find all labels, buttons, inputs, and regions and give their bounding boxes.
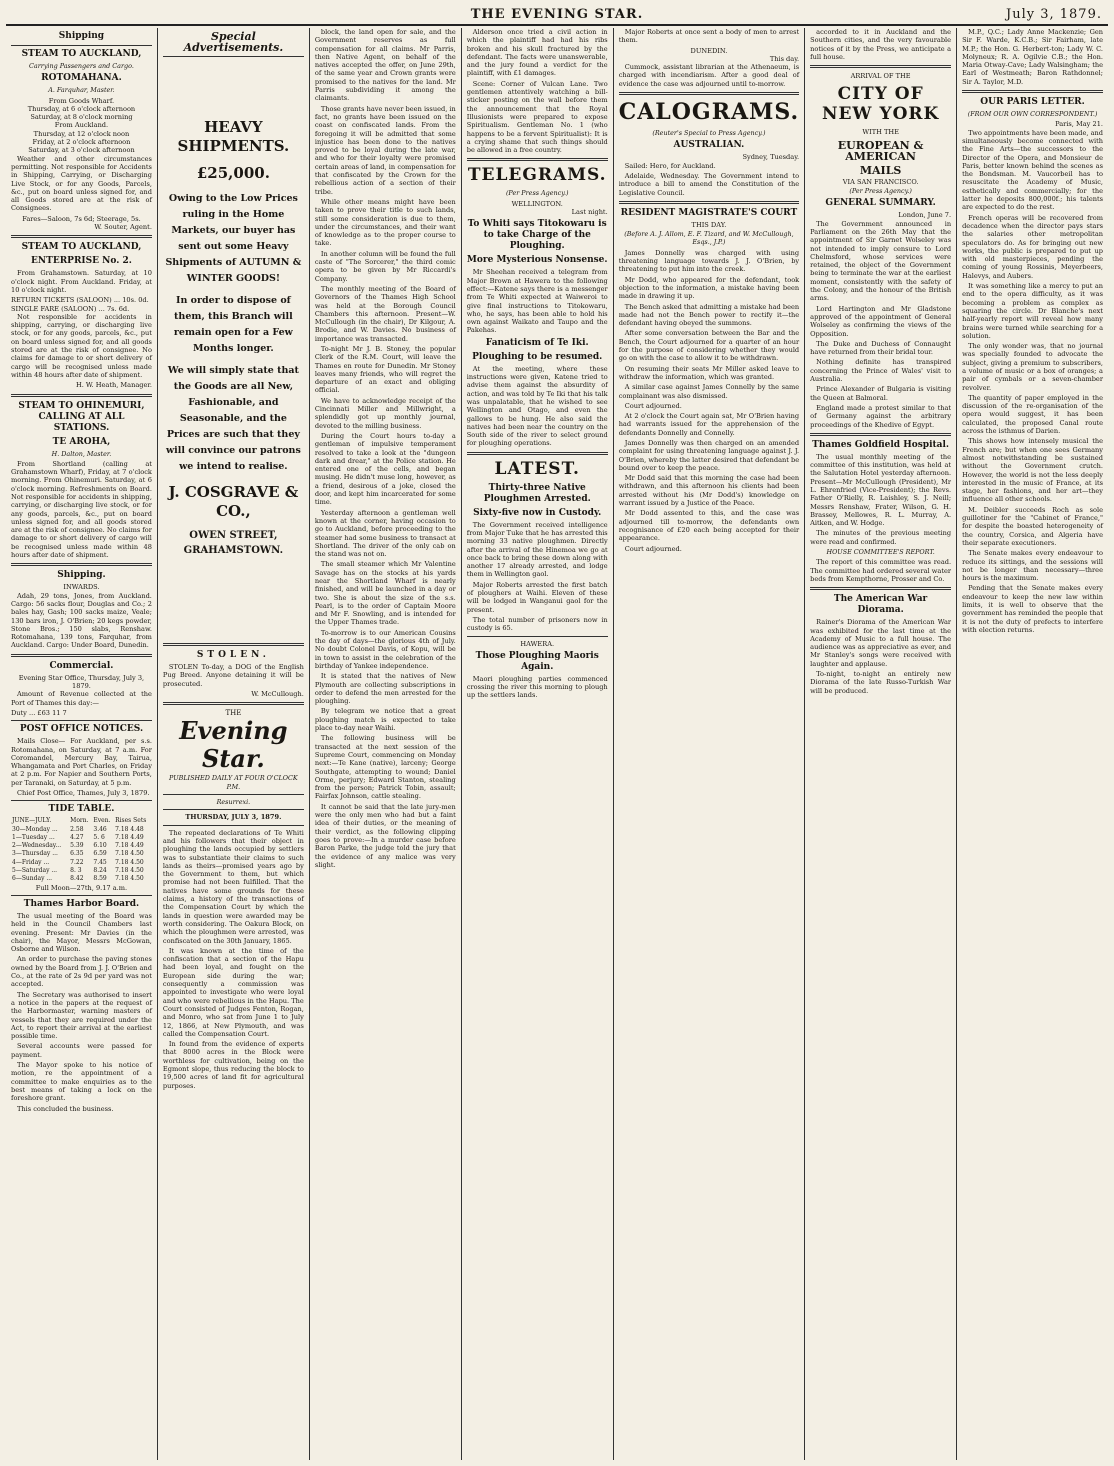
general-summary-heading: GENERAL SUMMARY. <box>825 198 936 209</box>
thames-hospital-heading: Thames Goldfield Hospital. <box>812 439 950 450</box>
schedule-line: Saturday, at 8 o'clock morning <box>30 113 133 122</box>
ship-enterprise: ENTERPRISE No. 2. <box>31 256 132 267</box>
per-press-2: (Per Press Agency.) <box>849 187 912 196</box>
star-office-line: Evening Star Office, Thursday, July 3, 1879. <box>18 673 145 691</box>
paris-dateline: Paris, May 21. <box>1055 120 1103 129</box>
duty-line: Duty ... £63 11 7 <box>11 708 67 717</box>
tide-col-header: Rises Sets <box>115 817 147 825</box>
steam-ohinemuri-heading: STEAM TO OHINEMURI, CALLING AT ALL STATIONS. <box>18 400 145 433</box>
from-auckland: From Auckland. <box>54 121 109 130</box>
thirty-three-heading: Thirty-three Native Ploughmen Arrested. <box>483 482 591 504</box>
column-3: block, the land open for sale, and the Government reserves as full compensation for all claims. Mr Parris, then Native Agent, on behalf of the natives accepted the offer, on June 29th, of the same year and Crown grants were promised to the natives for the land. Mr Parris subdividing it among the claimants. Those grants have never been issued, in fact, no grants have been issued on the coast on confiscated lands. From the foregoing it will be admitted that some injustice has been done to the natives proved to be loyal during the late war, and who for their loyalty were promised certain areas of land, in compensation for that confiscated by the Crown for the rebellious action of a section of their tribe. While other means might have been taken to prove their title to such lands, still some consideration is due to them, under the circumstances, and their want of knowledge as to the proper course to take. In another column will be found the full caste of "The Sorcerer," the third comic opera to be given by Mr Riccardi's Company. The monthly meeting of the Board of Governors of the Thames High School was held at the Borough Council Chambers this afternoon. Present—W. McCullough (in the chair), Dr Kilgour, A. Brodie, and W. Davies. No business of importance was transacted. To-night Mr J. B. Stoney, the popular Clerk of the R.M. Court, will leave the Thames en route for Dunedin. Mr Stoney leaves many friends, who will regret the departure of an exact and obliging official. We have to acknowledge receipt of the Cincinnati Miller and Millwright, a splendidly got up monthly journal, devoted to the milling business. During the Court hours to-day a gentleman of impulsive temperament resolved to take a look at the "dungeon dark and drear," at the Police station. He entered one of the cells, and began musing. He didn't muse long, however, as a friend, desirous of a joke, closed the door, and kept him incarcerated for some time. Yesterday afternoon a gentleman well known at the corner, having occasion to go to Auckland, before proceeding to the steamer had some business to transact at Shortland. The driver of the only cab on the stand was not on. The small steamer which Mr Valentine Savage has on the stocks at his yards near the Shortland Wharf is nearly finished, and will be launched in a day or two. She is about the size of the s.s. Pearl, is to the order of Captain Moore and Mr F. Snowling, and is intended for the Upper Thames trade. To-morrow is to our American Cousins the day of days—the glorious 4th of July. No doubt Colonel Davis, of Kopu, will be in town to assist in the celebration of the birthday of Yankee independence. It is stated that the natives of New Plymouth are collecting subscriptions in order to defend the men arrested for the ploughing. By telegram we notice that a great ploughing match is expected to take place to-day near Waihi. The following business will be transacted at the next session of the Supreme Court, commencing on Monday next:—Te Kane (native), larceny; George Southgate, attempting to wound; Daniel Orme, perjury; Edward Stanton, stealing from the person; Patrick Tobin, assault; Fairfax Johnson, cattle stealing. It cannot be said that the late jury-men were the only men who had but a faint idea of their duties, or the meaning of their verdict, as the following clipping goes to prove:—In a murder case before Baron Parke, the judge told the jury that the evidence of any malice was very slight. <box>310 28 462 1460</box>
masthead-the: THE <box>225 709 242 718</box>
tide-table-heading: TIDE TABLE. <box>48 804 115 815</box>
tide-col-header: Morn. <box>70 817 89 825</box>
this-day-2: THIS DAY. <box>691 220 727 229</box>
schedule-line: Thursday, at 6 o'clock afternoon <box>27 104 136 113</box>
tide-row: 6—Sunday ... 8.42 8.59 7.18 4.50 <box>12 875 144 883</box>
city-of-new-york-heading: CITY OF NEW YORK <box>821 84 940 125</box>
columns <box>6 28 1108 1460</box>
ploughing-maoris-heading: Those Ploughing Maoris Again. <box>475 650 599 672</box>
paris-letter-heading: OUR PARIS LETTER. <box>980 97 1085 108</box>
thames-harbor-board-heading: Thames Harbor Board. <box>23 898 140 909</box>
issue-date: July 3, 1879. <box>1006 7 1102 22</box>
special-ads-heading: Special Advertisements. <box>183 30 284 54</box>
last-night: Last night. <box>571 208 608 217</box>
arrival-line: ARRIVAL OF THE <box>850 72 911 81</box>
evening-star-masthead: Evening Star. <box>179 716 288 774</box>
tide-row: 3—Thursday ... 6.35 6.59 7.18 4.50 <box>12 850 144 858</box>
heavy-shipments-heading: HEAVY SHIPMENTS. <box>177 118 290 155</box>
column-7: M.P., Q.C.; Lady Anne Mackenzie; Gen Sir F. Warde, K.C.B.; Sir Fairham, late M.P.; the Hon. G. Herbert-ton; Lady W. C. Molyneux; R. A. Ogilvie C.B.; the Hon. Maria Otway-Cave; Lady Walsingham; the Earl of Westmeath; Baron Rathdonnel; Sir A. Taylor, M.D. OUR PARIS LETTER. (FROM OUR OWN CORRESPONDENT.) Paris, May 21. Two appointments have been made, and simultaneously become connected with the Fine Arts—the successors to the Director of the Opera, and Monsieur de Paris, better known behind the scenes as the Bondsman. M. Vaucorbeil has to resuscitate the Academy of Music, esthetically and commercially; for the latter he deposits 800,000f.; his talents are expected to do the rest. French operas will be recovered from decadence when the director pays stars the salaries other metropolitan speculators do. As for bringing out new works, the public is prepared to put up with old masterpieces, pending the coming of young Rossinis, Meyerbeers, Halevys, and Aubers. It was something like a mercy to put an end to the opera difficulty, as it was becoming a problem as complex as squaring the circle. Dr Blanche's next half-yearly report will reveal how many brains were turned while searching for a solution. The only wonder was, that no journal was specially founded to advocate the subject, giving a premium to subscribers, a volume of music or a box of oranges; a pair of cymbals or a seven-chamber revolver. The quantity of paper employed in the discussion of the re-organisation of the opera would suggest, it has been calculated, the proposed Canal route across the isthmus of Darien. This shows how intensely musical the French are; but when one sees Germany almost notwithstanding be sustained without the Government crutch. However, the world is not the less deeply interested in the music of France, at its stage, her fashions, and her art—they influence all other schools. M. Deibler succeeds Roch as sole guillotiner for the "Cabinet of France," for despite the boasted heterogeneity of the country, Corsica, and Algeria have their separate executioners. The Senate makes every endeavour to reduce its sittings, and the sessions will not be longer than necessary—three hours is the maximum. Pending that the Senate makes every endeavour to keep the new law within limits, it is well to observe that the government has reminded the people that it is not the duty of prefects to interfere with election returns. <box>962 28 1103 634</box>
published-line: PUBLISHED DAILY AT FOUR O'CLOCK P.M. <box>169 774 298 791</box>
column-2: Special Advertisements. HEAVY SHIPMENTS. £25,000. Owing to the Low Prices ruling in the Home Markets, our buyer has sent out some Heavy Shipments of AUTUMN & WINTER GOODS! In order to dispose of them, this Branch will remain open for a Few Months longer. We will simply state that the Goods are all New, Fashionable, and Seasonable, and the Prices are such that they will convince our patrons we intend to realise. J. COSGRAVE & CO., OWEN STREET, GRAHAMSTOWN. STOLEN. STOLEN To-day, a DOG of the English Pug Breed. Anyone detaining it will be prosecuted. W. McCullough. THE Evening Star. PUBLISHED DAILY AT FOUR O'CLOCK P.M. Resurrexi. THURSDAY, JULY 3, 1879. The repeated declarations of Te Whiti and his followers that their object in ploughing the lands occupied by settlers was to substantiate their claims to such lands as theirs—promised years ago by the Government to them, but which promise had not been fulfilled. That the natives have some grounds for these claims, a history of the transactions of the Compensation Court by which the lands in question were awarded may be worth considering. The Oakura Block, on which the ploughmen were arrested, was confiscated on the 30th January, 1865. It was known at the time of the confiscation that a section of the Hapu had been loyal, and fought on the European side during the war; consequently a commission was appointed to investigate who were loyal and who were rebellious in the Hapu. The Court consisted of Judges Fenton, Rogan, and Monro, who sat from June 1 to July 12, 1866, at New Plymouth, and was called the Compensation Court. In found from the evidence of experts that 8000 acres in the Block were worthless for cultivation, being on the Egmont slope, thus reducing the block to 19,500 acres of land fit for agricultural purposes. <box>158 28 310 1460</box>
ship-te-aroha: TE AROHA, <box>52 436 111 447</box>
ploughing-resumed-heading: Ploughing to be resumed. <box>472 351 603 362</box>
stolen-notice: STOLEN To-day, a DOG of the English Pug Breed. Anyone detaining it will be prosecuted. <box>162 663 304 688</box>
telegrams-heading: TELEGRAMS. <box>467 165 607 186</box>
commercial-heading: Commercial. <box>49 660 114 671</box>
london-dateline: London, June 7. <box>898 211 952 220</box>
from-goods: From Goods Wharf. <box>48 96 115 105</box>
steam-auckland-heading-2: STEAM TO AUCKLAND, <box>21 242 142 253</box>
leader-date: THURSDAY, JULY 3, 1879. <box>185 813 282 822</box>
diorama-heading: The American War Diorama. <box>833 594 928 616</box>
schedule-line: Friday, at 2 o'clock afternoon <box>32 138 131 147</box>
advertiser-name: J. COSGRAVE & CO., <box>168 483 299 520</box>
inwards-heading: INWARDS. <box>63 583 100 592</box>
schedule-line: Thursday, at 12 o'clock noon <box>33 129 130 138</box>
resident-magistrate-heading: RESIDENT MAGISTRATE'S COURT <box>620 207 798 218</box>
per-press: (Per Press Agency.) <box>505 189 569 198</box>
via-san-francisco: VIA SAN FRANCISCO. <box>842 177 919 186</box>
newspaper-title: THE EVENING STAR. <box>470 7 644 22</box>
advertiser-town: GRAHAMSTOWN. <box>183 545 284 556</box>
tide-row: 4—Friday ... 7.22 7.45 7.18 4.50 <box>12 858 144 866</box>
schedule-line: Saturday, at 3 o'clock afternoon <box>28 146 135 155</box>
before-line: (Before A. J. Allom, E. F. Tizard, and W. McCullough, Esqs., J.P.) <box>624 230 794 247</box>
tide-row: 30—Monday ... 2.58 3.46 7.18 4.48 <box>12 825 144 833</box>
mysterious-nonsense-heading: More Mysterious Nonsense. <box>466 255 608 266</box>
column-1: Shipping STEAM TO AUCKLAND, Carrying Passengers and Cargo. ROTOMAHANA. A. Farquhar, Master. From Goods Wharf. Thursday, at 6 o'clock afternoon Saturday, at 8 o'clock morning From Auckland. Thursday, at 12 o'clock noon Friday, at 2 o'clock afternoon Saturday, at 3 o'clock afternoon Weather and other circumstances permitting. Not responsible for Accidents in Shipping, Carrying, or Discharging Live Stock, or for any Goods, Parcels, &c., put on board unless signed for, and all Goods stored are at the risk of Consignees. Fares—Saloon, 7s 6d; Steerage, 5s. W. Souter, Agent. STEAM TO AUCKLAND, ENTERPRISE No. 2. From Grahamstown. Saturday, at 10 o'clock night. From Auckland. Friday, at 10 o'clock night. RETURN TICKETS (SALOON) ... 10s. 0d. SINGLE FARE (SALOON) ... 7s. 6d. Not responsible for accidents in shipping, carrying, or discharging live stock, or for any goods, parcels, &c., put on board unless signed for, and all goods stored are at the risk of consignee. No claims for damage to or short delivery of cargo will be recognised unless made within 48 hours after date of shipment. H. W. Heath, Manager. STEAM TO OHINEMURI, CALLING AT ALL STATIONS. TE AROHA, H. Dalton, Master. From Shortland (calling at Grahamstown Wharf), Friday, at 7 o'clock morning. From Ohinemuri. Saturday, at 6 o'clock morning. Refreshments on Board. Not responsible for accidents in shipping, carrying, or discharging live stock, or for any goods, parcels, &c., put on board unless signed for, and all goods stored are at the risk of consignee. No claims for damage to or short delivery of cargo will be recognised unless made within 48 hours after date of shipment. Shipping. INWARDS. Adah, 29 tons, Jones, from Auckland. Cargo: 56 sacks flour, Douglas and Co.; 2 bales hay, Gash; 100 sacks maize, Veale; 130 bars iron, J. O'Brien; 20 kegs powder, Stone Bros.; 150 slabs, Renshaw. Rotomahana, 139 tons, Farquhar, from Auckland. Cargo: Under Board, Dunedin. Commercial. Evening Star Office, Thursday, July 3, 1879. Amount of Revenue collected at the Port of Thames this day:— Duty ... £63 11 7 POST OFFICE NOTICES. Mails Close— For Auckland, per s.s. Rotomahana, on Saturday, at 7 a.m. For Coromandel, Mercury Bay, Tairua, Whangamata and Port Charles, on Friday at 2 p.m. For Napier and Southern Ports, per Taranaki, on Saturday, at 5 p.m. Chief Post Office, Thames, July 3, 1879. TIDE TABLE. JUNE—JULY. Morn. Even. Rises Sets 30—Monday ... 2.58 3.46 7.18 4.48 1—Tuesday ... 4.27 5. 6 7.18 4.49 2—Wednesday... 5.39 6.10 7.18 4.49 3—Thursday ... 6.35 6.59 7.18 4.50 4—Friday ... 7.22 7.45 7.18 4.50 5—Saturday ... 8. 3 8.24 7.18 4.50 6—Sunday ... 8.42 8.59 7.18 4.50 Full Moon—27th, 9.17 a.m. Thames Harbor Board. The usual meeting of the Board was held in the Council Chambers last evening. Present: Mr Davies (in the chair), the Mayor, Messrs McGowan, Osborne and Wilson. An order to purchase the paving stones owned by the Board from J. J. O'Brien and Co., at the rate of 2s 9d per yard was not accepted. The Secretary was authorised to insert a notice in the papers at the request of the Harbormaster, warning masters of vessels that they are required under the Act, to report their arrival at the earliest possible time. Several accounts were passed for payment. The Mayor spoke to his notice of motion, re the appointment of a committee to make enquiries as to the best means of taking a lock on the foreshore grant. This concluded the business. <box>6 28 158 1460</box>
latest-heading: LATEST. <box>494 458 580 479</box>
mails-heading: MAILS <box>859 163 902 177</box>
sixty-five-heading: Sixty-five now in Custody. <box>473 507 602 518</box>
masthead <box>6 6 1108 26</box>
titokowaru-heading: To Whiti says Titokowaru is to take Charge of the Ploughing. <box>467 219 607 252</box>
column-6: accorded to it in Auckland and the Southern cities, and the very favourable notices of it by the Press, we anticipate a full house. ARRIVAL OF THE CITY OF NEW YORK WITH THE EUROPEAN & AMERICAN MAILS VIA SAN FRANCISCO. (Per Press Agency.) GENERAL SUMMARY. London, June 7. The Government announced in Parliament on the 26th May that the appointment of Sir Garnet Wolseley was not intended to imply censure to Lord Chelmsford, whose services were retained, the object of the Government being to terminate the war at the earliest moment, consistently with the safety of the Colony, and the honour of the British arms. Lord Hartington and Mr Gladstone approved of the appointment of General Wolseley as confirming the views of the Opposition. The Duke and Duchess of Connaught have returned from their bridal tour. Nothing definite has transpired concerning the Prince of Wales' visit to Australia. Prince Alexander of Bulgaria is visiting the Queen at Balmoral. England made a protest similar to that of Germany against the arbitrary proceedings of the Khedive of Egypt. Thames Goldfield Hospital. The usual monthly meeting of the committee of this institution, was held at the Salutation Hotel yesterday afternoon. Present—Mr McCullough (President), Mr L. Ehrenfried (Vice-President); the Revs. Father O'Rielly, R. Laishley, S. J. Neill; Messrs Renshaw, Frater, Wilson, G. H. Brassey, Mellowes, R. L. Murray, A. Aitken, and W. Hodge. The minutes of the previous meeting were read and confirmed. HOUSE COMMITTEE'S REPORT. The report of this committee was read. The committee had ordered several water beds from Kempthorne, Prosser and Co. The American War Diorama. Rainer's Diorama of the American War was exhibited for the last time at the Academy of Music to a full house. The audience was as appreciative as ever, and Mr Stanley's songs were received with laughter and applause. To-night, to-night an entirely new Diorama of the late Russo-Turkish War will be produced. <box>805 28 957 1460</box>
tide-col-header: Even. <box>93 817 111 825</box>
advertiser-street: OWEN STREET, <box>189 530 278 541</box>
column-5: Major Roberts at once sent a body of men to arrest them. DUNEDIN. This day. Cummock, assistant librarian at the Athenaeum, is charged with incendiarism. After a good deal of evidence the case was adjourned until to-morrow. CALOGRAMS. (Reuter's Special to Press Agency.) AUSTRALIAN. Sydney, Tuesday. Sailed: Hero, for Auckland. Adelaide, Wednesday. The Government intend to introduce a bill to amend the Constitution of the Legislative Council. RESIDENT MAGISTRATE'S COURT THIS DAY. (Before A. J. Allom, E. F. Tizard, and W. McCullough, Esqs., J.P.) James Donnelly was charged with using threatening language towards J. J. O'Brien, by threatening to put him into the creek. Mr Dodd, who appeared for the defendant, took objection to the information, a mistake having been made in drawing it up. The Bench asked that admitting a mistake had been made had not the Bench power to rectify it—the defendant having obeyed the summons. After some conversation between the Bar and the Bench, the Court adjourned for a quarter of an hour for the purpose of considering whether they would go on with the case to allow it to be withdrawn. On resuming their seats Mr Miller asked leave to withdraw the information, which was granted. A similar case against James Connelly by the same complainant was also dismissed. Court adjourned. At 2 o'clock the Court again sat, Mr O'Brien having had warrants issued for the apprehension of the defendants Donnelly and Connelly. James Donnelly was then charged on an amended complaint for using threatening language against J. J. O'Brien, whereby the latter desired that defendant be bound over to keep the peace. Mr Dodd said that this morning the case had been withdrawn, and this afternoon his clients had been arrested without his (Mr Dodd's) knowledge on warrant issued by a Justice of the Peace. Mr Dodd assented to this, and the case was adjourned till to-morrow, the defendants own recognisance of £20 each being accepted for their appearance. Court adjourned. <box>614 28 805 1460</box>
steam-auckland-heading: STEAM TO AUCKLAND, <box>21 49 142 59</box>
motto: Resurrexi. <box>216 798 251 807</box>
sydney-dateline: Sydney, Tuesday. <box>742 153 800 162</box>
ad-realise-text: We will simply state that the Goods are all New, Fashionable, and Seasonable, and the Prices are such that they will convince our patrons we intend to realise. <box>165 365 301 472</box>
stolen-signature: W. McCullough. <box>251 689 304 698</box>
manager-name: H. W. Heath, Manager. <box>75 381 152 390</box>
tide-col-header: JUNE—JULY. <box>12 817 52 825</box>
hawera-heading: HAWERA. <box>520 639 555 648</box>
house-committee-label: HOUSE COMMITTEE'S REPORT. <box>826 548 935 557</box>
amount-heading: £25,000. <box>196 164 270 182</box>
reuter-line: (Reuter's Special to Press Agency.) <box>652 129 766 138</box>
ship-rotomahana: ROTOMAHANA. <box>41 73 122 84</box>
dunedin-heading: DUNEDIN. <box>690 46 728 55</box>
calograms-heading: CALOGRAMS. <box>618 99 800 126</box>
wellington-heading: WELLINGTON. <box>511 199 563 208</box>
single-fare: SINGLE FARE (SALOON) ... 7s. 6d. <box>11 304 130 313</box>
ship-master: A. Farquhar, Master. <box>48 86 115 95</box>
ad-dispose-text: In order to dispose of them, this Branch will remain open for a Few Months longer. <box>173 295 293 354</box>
ad-owing-text: Owing to the Low Prices ruling in the Home Markets, our buyer has sent out some Heavy Shipments of AUTUMN & WINTER GOODS! <box>165 193 302 284</box>
fares: Fares—Saloon, 7s 6d; Steerage, 5s. <box>22 214 141 223</box>
steam-auckland-sub: Carrying Passengers and Cargo. <box>29 62 134 70</box>
australian-heading: AUSTRALIAN. <box>673 140 745 151</box>
tide-row: 2—Wednesday... 5.39 6.10 7.18 4.49 <box>12 842 144 850</box>
stolen-heading: STOLEN. <box>196 650 270 660</box>
ship-master: H. Dalton, Master. <box>51 449 112 458</box>
shipping-heading-2: Shipping. <box>57 570 106 581</box>
full-moon: Full Moon—27th, 9.17 a.m. <box>35 883 128 892</box>
tide-row: 1—Tuesday ... 4.27 5. 6 7.18 4.49 <box>12 833 144 841</box>
european-american-heading: EUROPEAN & AMERICAN <box>837 138 924 163</box>
with-the: WITH THE <box>862 128 899 137</box>
own-correspondent: (FROM OUR OWN CORRESPONDENT.) <box>967 110 1098 119</box>
return-tickets: RETURN TICKETS (SALOON) ... 10s. 0d. <box>11 296 149 305</box>
shipping-heading: Shipping <box>58 31 105 41</box>
column-4: Alderson once tried a civil action in which the plaintiff had had his ribs broken and his skull fractured by the defendant. The facts were unanswerable, and the jury found a verdict for the plaintiff, with £1 damages. Scene: Corner of Vulcan Lane. Two gentlemen attentively watching a bill-sticker posting on the wall before them the announcement that the Royal Illusionists were prepared to expose Spiritualism. Gentleman No. 1 (who happens to be a fervent Spiritualist): It is a crying shame that such things should be allowed in a free country. TELEGRAMS. (Per Press Agency.) WELLINGTON. Last night. To Whiti says Titokowaru is to take Charge of the Ploughing. More Mysterious Nonsense. Mr Sheehan received a telegram from Major Brown at Hawera to the following effect:—Katene says there is a messenger from Te Whiti expected at Waiweroi to give final instructions to Titokowaru, who, he says, has been able to hold his own against Waikato and Taupo and the Pakehas. Fanaticism of Te Iki. Ploughing to be resumed. At the meeting, where these instructions were given, Katene tried to advise them against the absurdity of action, and was told by Te Iki that his talk was unpalatable, that he wished to see Wellington and Otago, and even the gallows to be hung. He also said the natives had been near the country on the South side of the river to select ground for ploughing operations. LATEST. Thirty-three Native Ploughmen Arrested. Sixty-five now in Custody. The Government received intelligence from Major Tuke that he has arrested this morning 33 native ploughmen. Directly after the arrival of the Hinemoa we go at once back to bring these down along with another 17 already arrested, and lodge them in Wellington gaol. Major Roberts arrested the first batch of ploughers at Waihi. Eleven of these will be lodged in Wanganui gaol for the present. The total number of prisoners now in custody is 65. HAWERA. Those Ploughing Maoris Again. Maori ploughing parties commenced crossing the river this morning to plough up the settlers lands. <box>462 28 614 1460</box>
fanaticism-heading: Fanaticism of Te Iki. <box>485 337 589 348</box>
tide-row: 5—Saturday ... 8. 3 8.24 7.18 4.50 <box>12 867 144 875</box>
tide-table <box>11 817 152 883</box>
post-office-heading: POST OFFICE NOTICES. <box>19 724 144 735</box>
this-day: This day. <box>769 54 800 63</box>
agent-name: W. Souter, Agent. <box>94 223 152 232</box>
